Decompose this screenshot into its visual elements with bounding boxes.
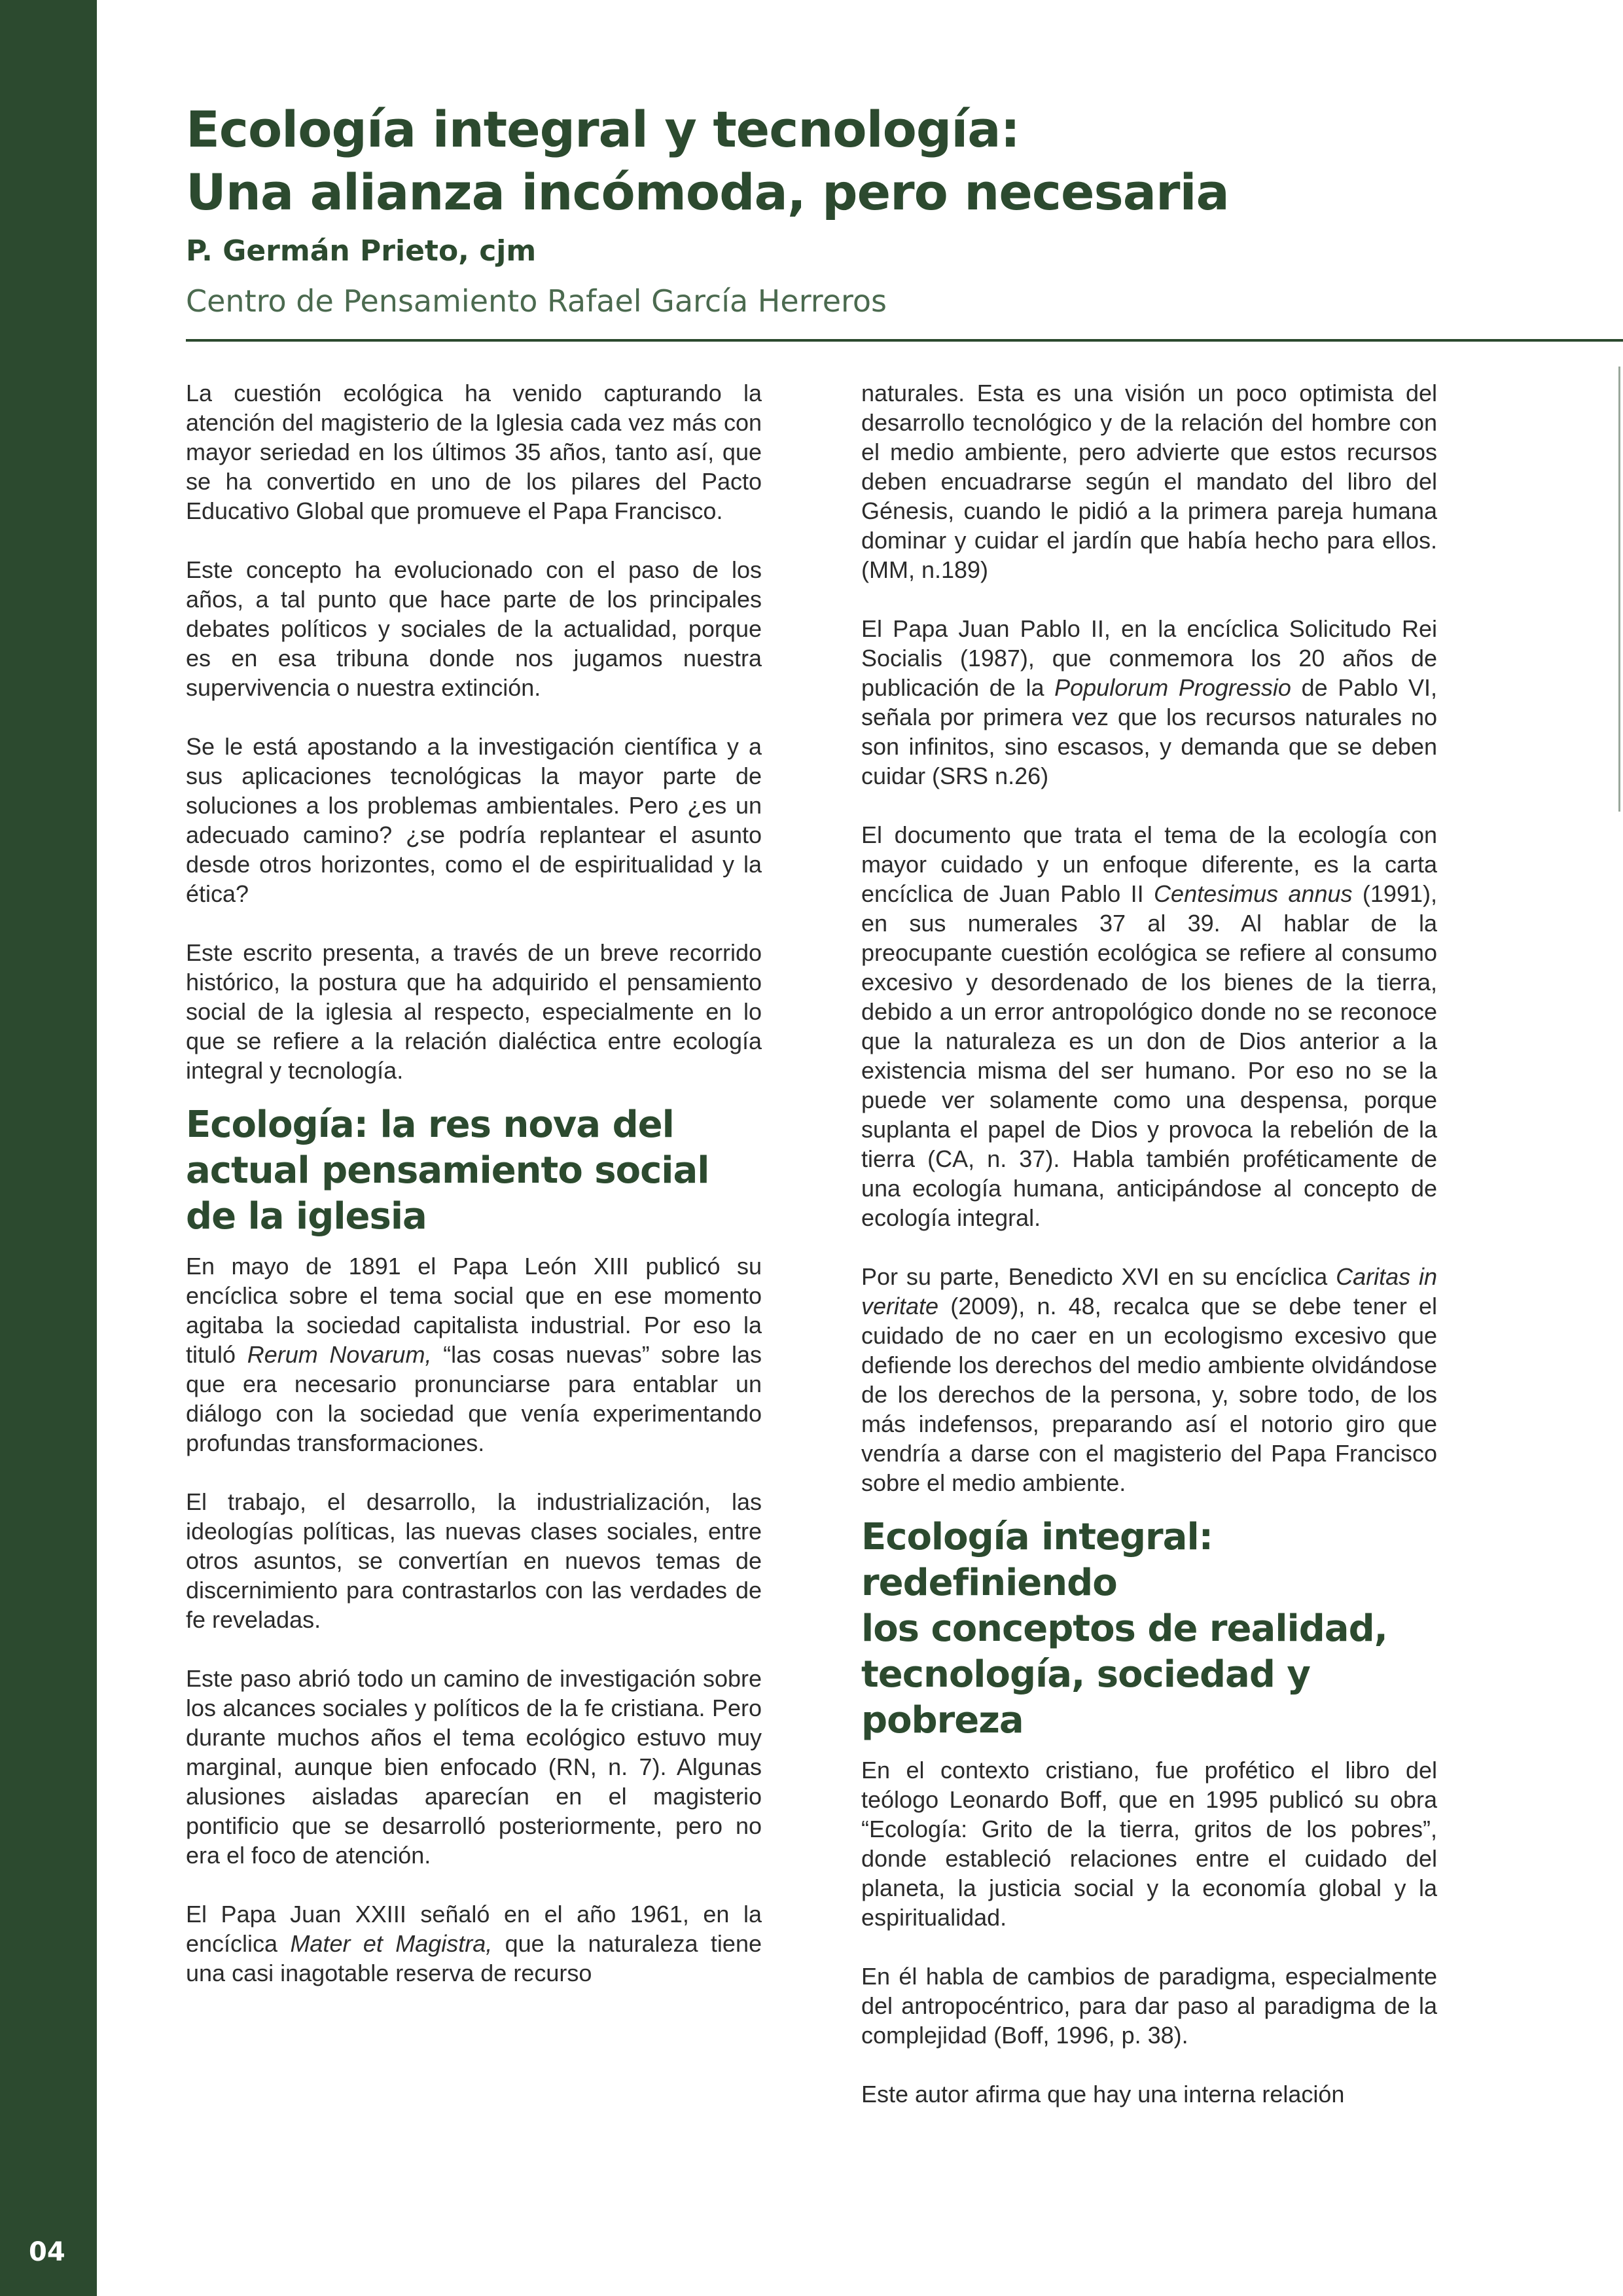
text-run: El documento que trata el tema de la ecología con mayor cuidado y un enfoque diferente, es la carta encíclica de Juan Pablo II — [861, 821, 1437, 907]
heading-line: Ecología integral: redefiniendo — [861, 1516, 1213, 1604]
italic-title: Populorum Progressio — [1054, 674, 1291, 701]
sidebar-band — [0, 0, 97, 2296]
paragraph: Este escrito presenta, a través de un breve recorrido histórico, la postura que ha adquirido el pensamiento social de la iglesia al respecto, especialmente en lo que se refiere a la relación dialéctica entre ecología integral y tecnología. — [186, 939, 762, 1084]
text-run: El Papa Juan XXIII señaló en el año 1961, en la encíclica — [186, 1901, 762, 1957]
text-run: (1991), en sus numerales 37 al 39. Al hablar de la preocupante cuestión ecológica se refiere al consumo excesivo y desordenado de los bienes de la tierra, debido a un error antropológico donde no se reconoce que la naturaleza es un don de Dios anterior a la existencia misma del ser humano. Por eso no se la puede ver solamente como una despensa, porque suplanta el papel de Dios y provoca la rebelión de la tierra (CA, n. 37). Habla también proféticamente de una ecología humana, anticipándose al concepto de ecología integral. — [861, 880, 1437, 1231]
article-header — [186, 98, 1560, 321]
paragraph — [186, 1251, 762, 1458]
text-run: El Papa Juan Pablo II, en la encíclica Solicitudo Rei Socialis (1987), que conmemora los 20 años de publicación de la — [861, 615, 1437, 701]
text-run: (2009), n. 48, recalca que se debe tener el cuidado de no caer en un ecologismo excesivo que defiende los derechos del medio ambiente olvidándose de los derechos de la persona, y, sobre todo, de los más indefensos, preparando así el notorio giro que vendría a darse con el magisterio del Papa Francisco sobre el medio ambiente. — [861, 1293, 1437, 1496]
italic-title: Centesimus annus — [1154, 880, 1353, 907]
text-run: de Pablo VI, señala por primera vez que los recursos naturales no son infinitos, sino escasos, y demanda que se deben cuidar (SRS n.26) — [861, 674, 1437, 789]
paragraph — [861, 820, 1437, 1232]
text-run: En mayo de 1891 el Papa León XIII publicó su encíclica sobre el tema social que en ese momento agitaba la sociedad capitalista industrial. Por eso la tituló — [186, 1253, 762, 1368]
paragraph — [861, 1262, 1437, 1498]
paragraph — [186, 1899, 762, 1988]
right-column — [861, 378, 1437, 2109]
heading-line: de la iglesia — [186, 1195, 427, 1238]
text-run: que la naturaleza tiene una casi inagotable reserva de recurso — [186, 1930, 762, 1986]
section-heading — [861, 1515, 1437, 1744]
article-title — [186, 98, 1560, 224]
italic-title: Mater et Magistra, — [290, 1930, 493, 1957]
paragraph: Este paso abrió todo un camino de investigación sobre los alcances sociales y políticos de la fe cristiana. Pero durante muchos años el tema ecológico estuvo muy marginal, aunque bien enfocado (RN, n. 7). Algunas alusiones aisladas aparecían en el magisterio pontificio que se desarrolló posteriormente, pero no era el foco de atención. — [186, 1665, 762, 1869]
heading-line: los conceptos de realidad, — [861, 1607, 1387, 1650]
italic-title: Rerum Novarum, — [247, 1341, 432, 1368]
text-run: “las cosas nuevas” sobre las que era necesario pronunciarse para entablar un diálogo con la sociedad que venía experimentando profundas transformaciones. — [186, 1341, 762, 1456]
paragraph: naturales. Esta es una visión un poco optimista del desarrollo tecnológico y de la relación del hombre con el medio ambiente, pero advierte que estos recursos deben encuadrarse según el mandato del libro del Génesis, cuando le pidió a la primera pareja humana dominar y cuidar el jardín que había hecho para ellos. (MM, n.189) — [861, 380, 1437, 583]
paragraph: Este concepto ha evolucionado con el paso de los años, a tal punto que hace parte de los principales debates políticos y sociales de la actualidad, porque es en esa tribuna donde nos jugamos nuestra supervivencia o nuestra extinción. — [186, 556, 762, 701]
heading-line: actual pensamiento social — [186, 1149, 709, 1192]
paragraph — [861, 614, 1437, 791]
title-line-1: Ecología integral y tecnología: — [186, 100, 1020, 158]
section-heading — [186, 1102, 762, 1240]
paragraph: En el contexto cristiano, fue profético el libro del teólogo Leonardo Boff, que en 1995 publicó su obra “Ecología: Grito de la tierra, gritos de los pobres”, donde estableció relaciones entre el cuidado del planeta, la justicia social y la economía global y la espiritualidad. — [861, 1757, 1437, 1931]
paragraph: Este autor afirma que hay una interna relación — [861, 2081, 1345, 2108]
author-name: P. Germán Prieto, cjm — [186, 234, 537, 268]
italic-title: Caritas in veritate — [861, 1263, 1437, 1319]
text-run: Por su parte, Benedicto XVI en su encíclica — [861, 1263, 1336, 1290]
paragraph: La cuestión ecológica ha venido capturando la atención del magisterio de la Iglesia cada vez más con mayor seriedad en los últimos 35 años, tanto así, que se ha convertido en uno de los pilares del Pacto Educativo Global que promueve el Papa Francisco. — [186, 380, 762, 524]
page-number: 04 — [29, 2237, 65, 2267]
heading-line: tecnología, sociedad y pobreza — [861, 1653, 1310, 1742]
title-line-2: Una alianza incómoda, pero necesaria — [186, 163, 1229, 221]
author-affiliation: Centro de Pensamiento Rafael García Herreros — [186, 283, 887, 319]
paragraph: El trabajo, el desarrollo, la industrialización, las ideologías políticas, las nuevas clases sociales, entre otros asuntos, se convertían en nuevos temas de discernimiento para contrastarlos con las verdades de fe reveladas. — [186, 1488, 762, 1633]
header-divider — [186, 339, 1623, 342]
heading-line: Ecología: la res nova del — [186, 1103, 674, 1146]
paragraph: Se le está apostando a la investigación científica y a sus aplicaciones tecnológicas la mayor parte de soluciones a los problemas ambientales. Pero ¿es un adecuado camino? ¿se podría replantear el asunto desde otros horizontes, como el de espiritualidad y la ética? — [186, 733, 762, 907]
margin-line — [1618, 367, 1620, 812]
left-column — [186, 378, 762, 1988]
paragraph: En él habla de cambios de paradigma, especialmente del antropocéntrico, para dar paso al paradigma de la complejidad (Boff, 1996, p. 38). — [861, 1963, 1437, 2049]
